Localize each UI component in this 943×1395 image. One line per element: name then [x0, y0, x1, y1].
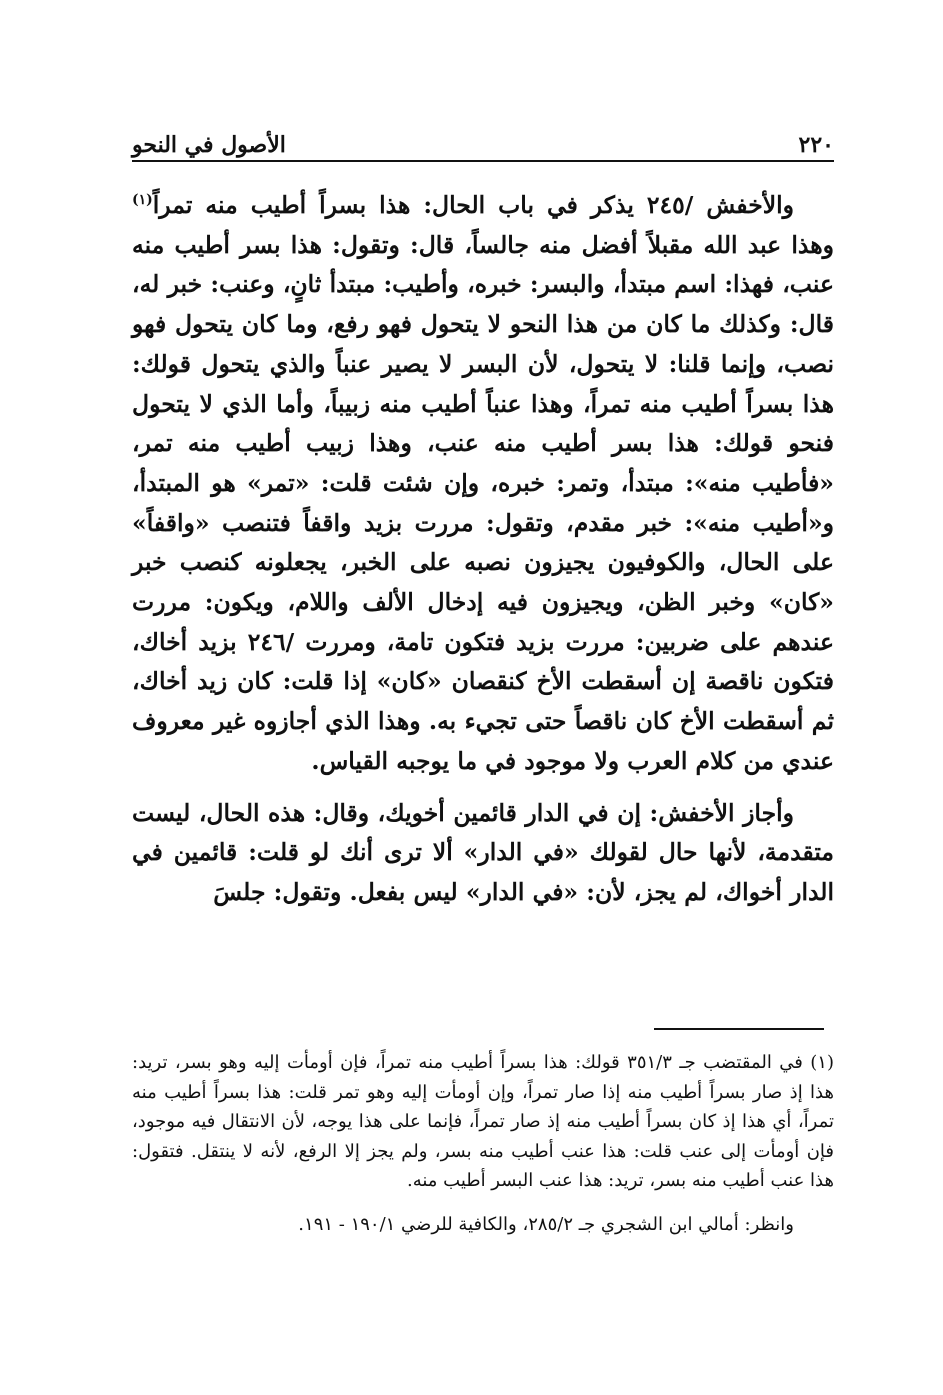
footnote-rule — [654, 1028, 824, 1030]
footnote-marker: (١) — [132, 192, 153, 209]
page-number: ٢٢٠ — [798, 132, 834, 158]
paragraph-2: وأجاز الأخفش: إن في الدار قائمين أخويك، وقال: هذه الحال، ليست متقدمة، لأنها حال لقولك «في الدار» ألا ترى أنك لو قلت: قائمين في الدار أخواك، لم يجز، لأن: «في الدار» ليس بفعل. وتقول: جلسَ — [132, 798, 834, 906]
footnote-1 — [132, 1048, 834, 1196]
main-text — [132, 186, 834, 913]
paragraph-1-start: والأخفش /٢٤٥ يذكر في باب الحال: هذا بسراً أطيب منه تمراً — [152, 191, 794, 219]
footnote-see-also: وانظر: أمالي ابن الشجري جـ ٢٨٥/٢، والكافية للرضي ١٩٠/١ - ١٩١. — [298, 1213, 794, 1235]
header-rule — [132, 160, 834, 162]
paragraph-1-rest: وهذا عبد الله مقبلاً أفضل منه جالساً، قال: وتقول: هذا بسر أطيب منه عنب، فهذا: اسم مبتدأ، والبسر: خبره، وأطيب: مبتدأ ثانٍ، وعنب: خبر له، قال: وكذلك ما كان من هذا النحو لا يتحول فهو رفع، وما كان يتحول فهو نصب، وإنما قلنا: لا يتحول، لأن البسر لا يصير عنباً والذي يتحول قولك: هذا بسراً أطيب منه تمراً، وهذا عنباً أطيب منه زبيباً، وأما الذي لا يتحول فنحو قولك: هذا بسر أطيب منه عنب، وهذا زبيب أطيب منه تمر، «فأطيب منه»: مبتدأ، وتمر: خبره، وإن شئت قلت: «تمر» هو المبتدأ، و«أطيب منه»: خبر مقدم، وتقول: مررت بزيد واقفاً فتنصب «واقفاً» على الحال، والكوفيون يجيزون نصبه على الخبر، يجعلونه كنصب خبر «كان» وخبر الظن، ويجيزون فيه إدخال الألف واللام، ويكون: مررت عندهم على ضربين: مررت بزيد فتكون تامة، ومررت /٢٤٦ بزيد أخاك، فتكون ناقصة إن أسقطت الأخ كنقصان «كان» إذا قلت: كان زيد أخاك، ثم أسقطت الأخ كان ناقصاً حتى تجيء به. وهذا الذي أجازوه غير معروف عندي من كلام العرب ولا موجود في ما يوجبه القياس. — [132, 230, 834, 775]
footnote-1-number: (١) — [810, 1052, 834, 1073]
paragraph-1 — [132, 186, 834, 782]
running-title: الأصول في النحو — [132, 132, 286, 158]
footnotes — [132, 1048, 834, 1239]
footnote-1-text: في المقتضب جـ ٣٥١/٣ قولك: هذا بسراً أطيب منه تمراً، فإن أومأت إليه وهو بسر، تريد: هذا إذ صار بسراً أطيب منه إذا صار تمراً، وإن أومأت إليه وهو تمر قلت: هذا بسراً أطيب منه تمراً، أي هذا إذ كان بسراً أطيب منه إذ صار تمراً، فإنما على هذا يوجه، لأن الانتقال فيه موجود، فإن أومأت إلى عنب قلت: هذا عنب أطيب منه بسر، ولم يجز إلا الرفع، لأنه لا ينتقل. فتقول: هذا عنب أطيب منه بسر، تريد: هذا عنب البسر أطيب منه. — [132, 1052, 834, 1191]
page-header — [132, 128, 834, 158]
